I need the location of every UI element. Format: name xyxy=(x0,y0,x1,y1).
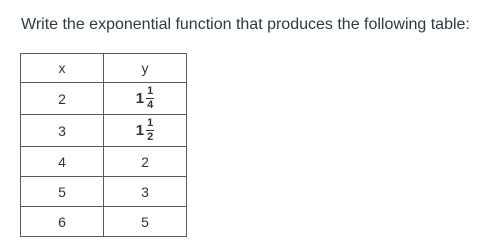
y-cell: 5 xyxy=(104,207,187,237)
fraction-numerator: 1 xyxy=(147,117,154,129)
x-cell: 4 xyxy=(21,147,104,177)
xy-table xyxy=(20,53,187,237)
fraction-denominator: 4 xyxy=(147,99,154,111)
y-cell: 2 xyxy=(104,147,187,177)
y-cell: 3 xyxy=(104,177,187,207)
fraction-numerator: 1 xyxy=(147,85,154,97)
table-row xyxy=(21,177,187,207)
y-cell xyxy=(104,83,187,115)
x-cell: 6 xyxy=(21,207,104,237)
table-header-row xyxy=(21,54,187,83)
x-column-header: x xyxy=(21,54,104,83)
whole-part: 1 xyxy=(135,90,145,107)
table-row xyxy=(21,83,187,115)
mixed-number xyxy=(136,118,154,143)
y-column-header: y xyxy=(104,54,187,83)
fraction xyxy=(146,86,154,111)
mixed-number xyxy=(136,86,154,111)
fraction xyxy=(146,118,154,143)
y-cell xyxy=(104,115,187,147)
question-prompt: Write the exponential function that produces the following table: xyxy=(21,16,470,33)
whole-part: 1 xyxy=(135,122,145,139)
table-row xyxy=(21,147,187,177)
fraction-denominator: 2 xyxy=(147,131,154,143)
x-cell: 3 xyxy=(21,115,104,147)
table-row xyxy=(21,207,187,237)
x-cell: 5 xyxy=(21,177,104,207)
x-cell: 2 xyxy=(21,83,104,115)
table-row xyxy=(21,115,187,147)
